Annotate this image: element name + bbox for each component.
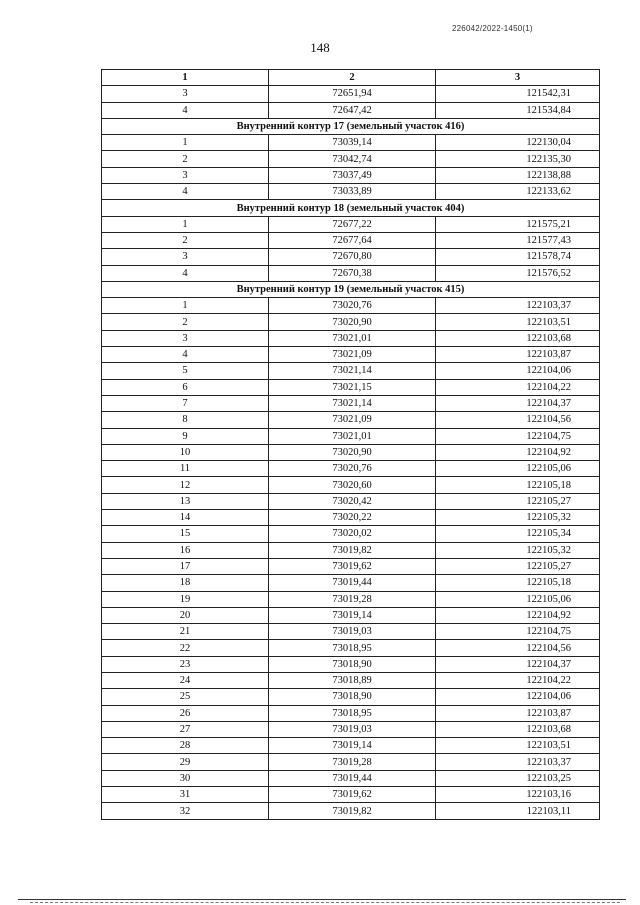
table-row xyxy=(102,216,600,232)
point-number-cell: 1 xyxy=(102,216,269,232)
table-row xyxy=(102,151,600,167)
x-coordinate-cell: 73019,82 xyxy=(269,803,436,819)
x-coordinate-cell: 72670,38 xyxy=(269,265,436,281)
point-number-cell: 3 xyxy=(102,167,269,183)
point-number-cell: 2 xyxy=(102,151,269,167)
y-coordinate-cell: 122103,25 xyxy=(436,770,600,786)
table-row xyxy=(102,689,600,705)
y-coordinate-cell: 122104,06 xyxy=(436,363,600,379)
y-coordinate-cell: 122104,92 xyxy=(436,607,600,623)
table-row xyxy=(102,461,600,477)
table-row xyxy=(102,412,600,428)
table-row xyxy=(102,298,600,314)
table-row xyxy=(102,135,600,151)
table-header xyxy=(102,70,600,86)
point-number-cell: 8 xyxy=(102,412,269,428)
table-row xyxy=(102,167,600,183)
x-coordinate-cell: 73018,89 xyxy=(269,672,436,688)
y-coordinate-cell: 122103,37 xyxy=(436,298,600,314)
y-coordinate-cell: 122104,75 xyxy=(436,624,600,640)
table-row xyxy=(102,705,600,721)
y-coordinate-cell: 122133,62 xyxy=(436,184,600,200)
y-coordinate-cell: 122103,87 xyxy=(436,347,600,363)
table-row xyxy=(102,754,600,770)
x-coordinate-cell: 73019,03 xyxy=(269,721,436,737)
x-coordinate-cell: 73019,14 xyxy=(269,738,436,754)
x-coordinate-cell: 72677,64 xyxy=(269,232,436,248)
point-number-cell: 2 xyxy=(102,314,269,330)
point-number-cell: 13 xyxy=(102,493,269,509)
page-number: 148 xyxy=(310,40,330,55)
x-coordinate-cell: 73020,22 xyxy=(269,510,436,526)
y-coordinate-cell: 122103,11 xyxy=(436,803,600,819)
point-number-cell: 4 xyxy=(102,102,269,118)
x-coordinate-cell: 73020,02 xyxy=(269,526,436,542)
table-row xyxy=(102,379,600,395)
point-number-cell: 18 xyxy=(102,575,269,591)
y-coordinate-cell: 122104,37 xyxy=(436,395,600,411)
x-coordinate-cell: 73020,60 xyxy=(269,477,436,493)
y-coordinate-cell: 122103,87 xyxy=(436,705,600,721)
point-number-cell: 5 xyxy=(102,363,269,379)
section-row xyxy=(102,281,600,297)
point-number-cell: 15 xyxy=(102,526,269,542)
table-body xyxy=(102,86,600,819)
x-coordinate-cell: 73018,95 xyxy=(269,705,436,721)
y-coordinate-cell: 122103,68 xyxy=(436,721,600,737)
x-coordinate-cell: 73021,14 xyxy=(269,395,436,411)
section-title: Внутренний контур 18 (земельный участок 404) xyxy=(102,200,600,216)
x-coordinate-cell: 73018,90 xyxy=(269,689,436,705)
x-coordinate-cell: 73021,09 xyxy=(269,347,436,363)
point-number-cell: 22 xyxy=(102,640,269,656)
y-coordinate-cell: 122105,27 xyxy=(436,558,600,574)
x-coordinate-cell: 73021,14 xyxy=(269,363,436,379)
point-number-cell: 20 xyxy=(102,607,269,623)
table-row xyxy=(102,363,600,379)
y-coordinate-cell: 121577,43 xyxy=(436,232,600,248)
point-number-cell: 11 xyxy=(102,461,269,477)
section-row xyxy=(102,118,600,134)
table-row xyxy=(102,803,600,819)
table-row xyxy=(102,624,600,640)
point-number-cell: 16 xyxy=(102,542,269,558)
point-number-cell: 12 xyxy=(102,477,269,493)
table-row xyxy=(102,591,600,607)
y-coordinate-cell: 122104,22 xyxy=(436,672,600,688)
table-row xyxy=(102,493,600,509)
footer-rule xyxy=(18,899,626,900)
table-row xyxy=(102,770,600,786)
table-row xyxy=(102,184,600,200)
x-coordinate-cell: 73037,49 xyxy=(269,167,436,183)
y-coordinate-cell: 122103,37 xyxy=(436,754,600,770)
x-coordinate-cell: 72647,42 xyxy=(269,102,436,118)
point-number-cell: 30 xyxy=(102,770,269,786)
point-number-cell: 4 xyxy=(102,184,269,200)
x-coordinate-cell: 73020,90 xyxy=(269,444,436,460)
x-coordinate-cell: 73019,62 xyxy=(269,787,436,803)
y-coordinate-cell: 122103,51 xyxy=(436,738,600,754)
x-coordinate-cell: 73019,44 xyxy=(269,575,436,591)
point-number-cell: 9 xyxy=(102,428,269,444)
y-coordinate-cell: 122103,51 xyxy=(436,314,600,330)
y-coordinate-cell: 122135,30 xyxy=(436,151,600,167)
point-number-cell: 23 xyxy=(102,656,269,672)
point-number-cell: 26 xyxy=(102,705,269,721)
x-coordinate-cell: 72670,80 xyxy=(269,249,436,265)
x-coordinate-cell: 73020,90 xyxy=(269,314,436,330)
table-row xyxy=(102,721,600,737)
point-number-cell: 1 xyxy=(102,135,269,151)
point-number-cell: 24 xyxy=(102,672,269,688)
table-row xyxy=(102,575,600,591)
y-coordinate-cell: 122104,37 xyxy=(436,656,600,672)
point-number-cell: 1 xyxy=(102,298,269,314)
y-coordinate-cell: 122105,27 xyxy=(436,493,600,509)
y-coordinate-cell: 122104,06 xyxy=(436,689,600,705)
y-coordinate-cell: 122138,88 xyxy=(436,167,600,183)
point-number-cell: 19 xyxy=(102,591,269,607)
y-coordinate-cell: 122105,32 xyxy=(436,542,600,558)
table-row xyxy=(102,510,600,526)
y-coordinate-cell: 122105,34 xyxy=(436,526,600,542)
point-number-cell: 32 xyxy=(102,803,269,819)
x-coordinate-cell: 73019,82 xyxy=(269,542,436,558)
y-coordinate-cell: 122105,18 xyxy=(436,477,600,493)
x-coordinate-cell: 73021,01 xyxy=(269,428,436,444)
table-row xyxy=(102,347,600,363)
table-row xyxy=(102,558,600,574)
x-coordinate-cell: 73042,74 xyxy=(269,151,436,167)
point-number-cell: 3 xyxy=(102,249,269,265)
section-title: Внутренний контур 19 (земельный участок 415) xyxy=(102,281,600,297)
y-coordinate-cell: 122104,56 xyxy=(436,412,600,428)
point-number-cell: 2 xyxy=(102,232,269,248)
point-number-cell: 21 xyxy=(102,624,269,640)
document-id: 226042/2022-1450(1) xyxy=(452,24,533,33)
x-coordinate-cell: 73020,76 xyxy=(269,461,436,477)
x-coordinate-cell: 73020,42 xyxy=(269,493,436,509)
x-coordinate-cell: 73019,62 xyxy=(269,558,436,574)
coordinates-table xyxy=(101,69,600,820)
x-coordinate-cell: 73021,15 xyxy=(269,379,436,395)
table-row xyxy=(102,86,600,102)
y-coordinate-cell: 121578,74 xyxy=(436,249,600,265)
table-row xyxy=(102,656,600,672)
table-row xyxy=(102,265,600,281)
header-row xyxy=(102,70,600,86)
table-row xyxy=(102,428,600,444)
table-row xyxy=(102,526,600,542)
table-row xyxy=(102,314,600,330)
y-coordinate-cell: 121576,52 xyxy=(436,265,600,281)
point-number-cell: 7 xyxy=(102,395,269,411)
table-row xyxy=(102,672,600,688)
table-row xyxy=(102,330,600,346)
x-coordinate-cell: 73019,03 xyxy=(269,624,436,640)
y-coordinate-cell: 122130,04 xyxy=(436,135,600,151)
x-coordinate-cell: 73019,28 xyxy=(269,591,436,607)
point-number-cell: 3 xyxy=(102,86,269,102)
point-number-cell: 31 xyxy=(102,787,269,803)
table-row xyxy=(102,232,600,248)
y-coordinate-cell: 122104,92 xyxy=(436,444,600,460)
x-coordinate-cell: 73039,14 xyxy=(269,135,436,151)
section-row xyxy=(102,200,600,216)
point-number-cell: 3 xyxy=(102,330,269,346)
point-number-cell: 6 xyxy=(102,379,269,395)
table-row xyxy=(102,542,600,558)
x-coordinate-cell: 73021,09 xyxy=(269,412,436,428)
point-number-cell: 4 xyxy=(102,347,269,363)
table-row xyxy=(102,607,600,623)
column-header-3: 3 xyxy=(436,70,600,86)
table-row xyxy=(102,102,600,118)
point-number-cell: 27 xyxy=(102,721,269,737)
point-number-cell: 25 xyxy=(102,689,269,705)
y-coordinate-cell: 122104,75 xyxy=(436,428,600,444)
table-row xyxy=(102,477,600,493)
column-header-1: 1 xyxy=(102,70,269,86)
footer-rule-secondary xyxy=(30,902,620,903)
y-coordinate-cell: 121534,84 xyxy=(436,102,600,118)
section-title: Внутренний контур 17 (земельный участок 416) xyxy=(102,118,600,134)
y-coordinate-cell: 122105,32 xyxy=(436,510,600,526)
table-row xyxy=(102,249,600,265)
x-coordinate-cell: 73019,28 xyxy=(269,754,436,770)
y-coordinate-cell: 122105,06 xyxy=(436,591,600,607)
point-number-cell: 28 xyxy=(102,738,269,754)
y-coordinate-cell: 122104,56 xyxy=(436,640,600,656)
x-coordinate-cell: 73019,14 xyxy=(269,607,436,623)
x-coordinate-cell: 73018,90 xyxy=(269,656,436,672)
x-coordinate-cell: 73020,76 xyxy=(269,298,436,314)
point-number-cell: 10 xyxy=(102,444,269,460)
table-row xyxy=(102,640,600,656)
table-row xyxy=(102,787,600,803)
point-number-cell: 14 xyxy=(102,510,269,526)
point-number-cell: 29 xyxy=(102,754,269,770)
y-coordinate-cell: 122103,68 xyxy=(436,330,600,346)
x-coordinate-cell: 73021,01 xyxy=(269,330,436,346)
y-coordinate-cell: 121542,31 xyxy=(436,86,600,102)
y-coordinate-cell: 122105,18 xyxy=(436,575,600,591)
x-coordinate-cell: 72651,94 xyxy=(269,86,436,102)
table-row xyxy=(102,444,600,460)
point-number-cell: 4 xyxy=(102,265,269,281)
y-coordinate-cell: 121575,21 xyxy=(436,216,600,232)
x-coordinate-cell: 73018,95 xyxy=(269,640,436,656)
y-coordinate-cell: 122103,16 xyxy=(436,787,600,803)
point-number-cell: 17 xyxy=(102,558,269,574)
y-coordinate-cell: 122105,06 xyxy=(436,461,600,477)
column-header-2: 2 xyxy=(269,70,436,86)
x-coordinate-cell: 73019,44 xyxy=(269,770,436,786)
y-coordinate-cell: 122104,22 xyxy=(436,379,600,395)
table-row xyxy=(102,395,600,411)
table-row xyxy=(102,738,600,754)
x-coordinate-cell: 73033,89 xyxy=(269,184,436,200)
x-coordinate-cell: 72677,22 xyxy=(269,216,436,232)
